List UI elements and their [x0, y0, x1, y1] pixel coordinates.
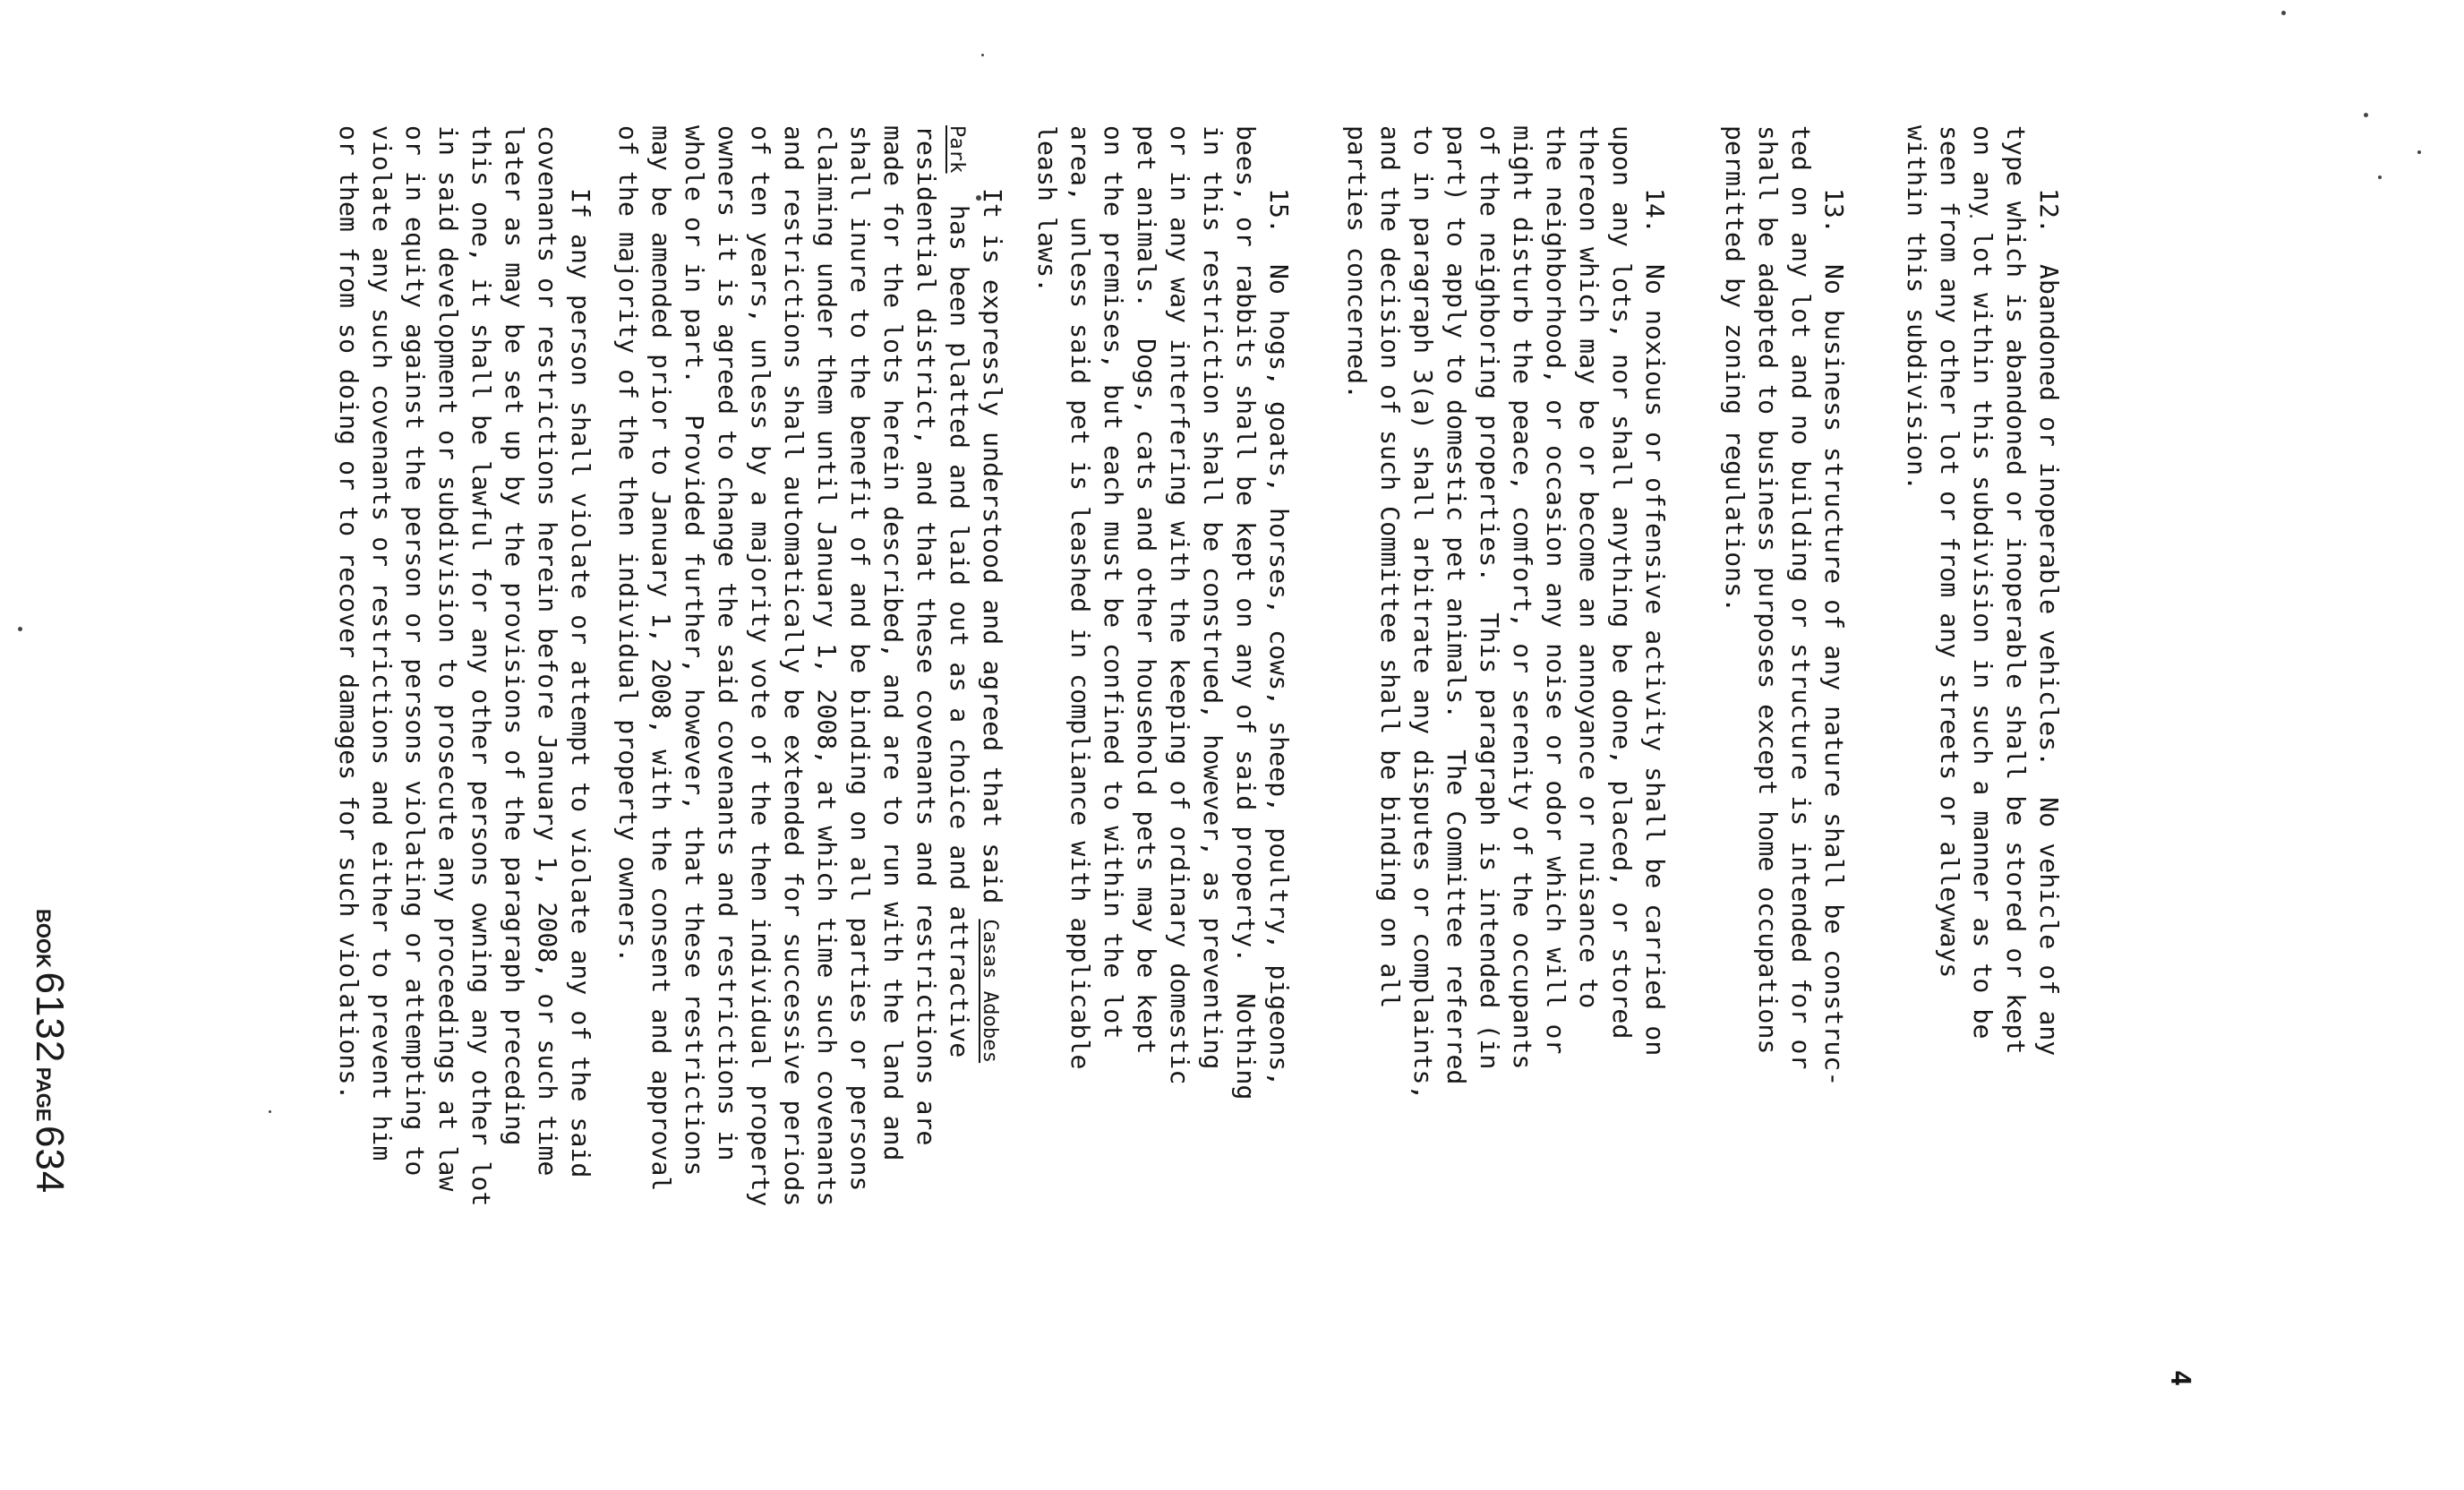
book-label: BOOK: [32, 909, 55, 968]
text-line: thereon which may be or become an annoyance or nuisance to: [1574, 125, 1604, 1009]
text-line: type which is abandoned or inoperable shall be stored or kept: [2001, 125, 2031, 1055]
text-line: permitted by zoning regulations.: [1720, 125, 1750, 613]
page-label: PAGE: [32, 1066, 55, 1122]
paragraph-12: [1900, 125, 2066, 1056]
text-line: or in equity against the person or persons violating or attempting to: [400, 125, 430, 1177]
text-line: 13. No business structure of any nature shall be construc-: [1819, 188, 1849, 1087]
text-line: of the neighboring properties. This paragraph is intended (in: [1475, 125, 1504, 1070]
text-line: of the majority of the then individual property owners.: [613, 125, 643, 963]
text-line: owners it is agreed to change the said covenants and restrictions in: [713, 125, 742, 1161]
text-line: [943, 125, 976, 1207]
text-line: leash laws.: [1032, 125, 1062, 294]
text-line: or them from so doing or to recover damages for such violations.: [334, 125, 364, 1100]
scan-speck: [981, 54, 984, 56]
paragraph-17: [332, 125, 597, 1207]
text-line: this one, it shall be lawful for any other persons owning any other lot: [466, 125, 496, 1207]
handwritten-name-casas-adobes: Casas Adobes: [979, 919, 1001, 1064]
scan-speck: [2364, 113, 2368, 117]
scan-speck: [18, 627, 22, 631]
text-line: 12. Abandoned or inoperable vehicles. No vehicle of any: [2034, 188, 2064, 1057]
text-line: on the premises, but each must be confined to within the lot: [1099, 125, 1128, 1040]
paragraph-16: [612, 125, 1009, 1207]
scan-speck: [2417, 150, 2421, 154]
text-line: violate any such covenants or restrictions and either to prevent him: [367, 125, 397, 1161]
text-line: on any lot within this subdivision in such a manner as to be: [1968, 125, 1998, 1040]
text-line: 15. No hogs, goats, horses, cows, sheep, poultry, pigeons,: [1264, 188, 1294, 1087]
paragraph-13: [1718, 125, 1851, 1086]
text-line: parties concerned.: [1342, 125, 1372, 400]
text-line: residential district, and that these covenants and restrictions are: [911, 125, 941, 1146]
rotated-text-block: [288, 125, 2195, 1387]
scan-speck: [269, 1110, 271, 1113]
text-line: in this restriction shall be construed, however, as preventing: [1198, 125, 1228, 1070]
text-segment: It is expressly understood and agreed that said: [978, 188, 1007, 920]
text-line: covenants or restrictions herein before January 1, 2008, or such time: [533, 125, 562, 1177]
text-line: in said development or subdivision to prosecute any proceedings at law: [433, 125, 463, 1192]
text-line: of ten years, unless by a majority vote of the then individual property: [746, 125, 775, 1207]
handwritten-name-park: Park: [945, 125, 968, 174]
text-line: and the decision of such Committee shall be binding on all: [1375, 125, 1405, 1009]
page-number: 4: [2164, 1370, 2195, 1387]
text-line: shall inure to the benefit of and be binding on all parties or persons: [845, 125, 875, 1192]
text-line: later as may be set up by the provisions of the paragraph preceding: [500, 125, 529, 1146]
text-line: within this subdivision.: [1902, 125, 1931, 492]
text-line: pet animals. Dogs, cats and other household pets may be kept: [1132, 125, 1161, 1055]
text-line: If any person shall violate or attempt to violate any of the said: [566, 188, 595, 1178]
text-line: the neighborhood, or occasion any noise or odor which will or: [1541, 125, 1570, 1055]
text-line: may be amended prior to January 1, 2008, with the consent and approval: [646, 125, 676, 1192]
stamp-page-number: 634: [28, 1125, 72, 1195]
book-number: 6132: [28, 972, 72, 1064]
text-segment: has been platted and laid out as a choice and attractive: [945, 190, 974, 1058]
text-line: to in paragraph 3(a) shall arbitrate any disputes or complaints,: [1408, 125, 1438, 1100]
text-line: and restrictions shall automatically be extended for successive periods: [779, 125, 808, 1207]
paragraph-14: [1340, 125, 1672, 1100]
text-line: made for the lots herein described, and are to run with the land and: [878, 125, 908, 1161]
text-line: 14. No noxious or offensive activity shall be carried on: [1640, 188, 1670, 1057]
text-line: shall be adapted to business purposes except home occupations: [1753, 125, 1783, 1055]
text-line: seen from any other lot or from any streets or alleyways: [1935, 125, 1964, 979]
text-line: upon any lots, nor shall anything be done, placed, or stored: [1607, 125, 1637, 1040]
scan-speck: [2378, 176, 2382, 179]
text-line: might disturb the peace, comfort, or serenity of the occupants: [1508, 125, 1537, 1070]
scan-speck: [2281, 11, 2286, 15]
text-line: part) to apply to domestic pet animals. The Committee referred: [1442, 125, 1471, 1085]
text-line: bees, or rabbits shall be kept on any of said property. Nothing: [1231, 125, 1261, 1100]
text-line: claiming under them until January 1, 2008, at which time such covenants: [812, 125, 842, 1207]
text-line: or in any way interfering with the keeping of ordinary domestic: [1165, 125, 1194, 1085]
text-line: ted on any lot and no building or structure is intended for or: [1786, 125, 1816, 1070]
text-line: area, unless said pet is leashed in compliance with applicable: [1065, 125, 1095, 1070]
text-line: [976, 125, 1009, 1207]
recording-stamp: [27, 909, 72, 1194]
paragraph-15: [1031, 125, 1296, 1100]
text-line: whole or in part. Provided further, however, that these restrictions: [680, 125, 709, 1177]
